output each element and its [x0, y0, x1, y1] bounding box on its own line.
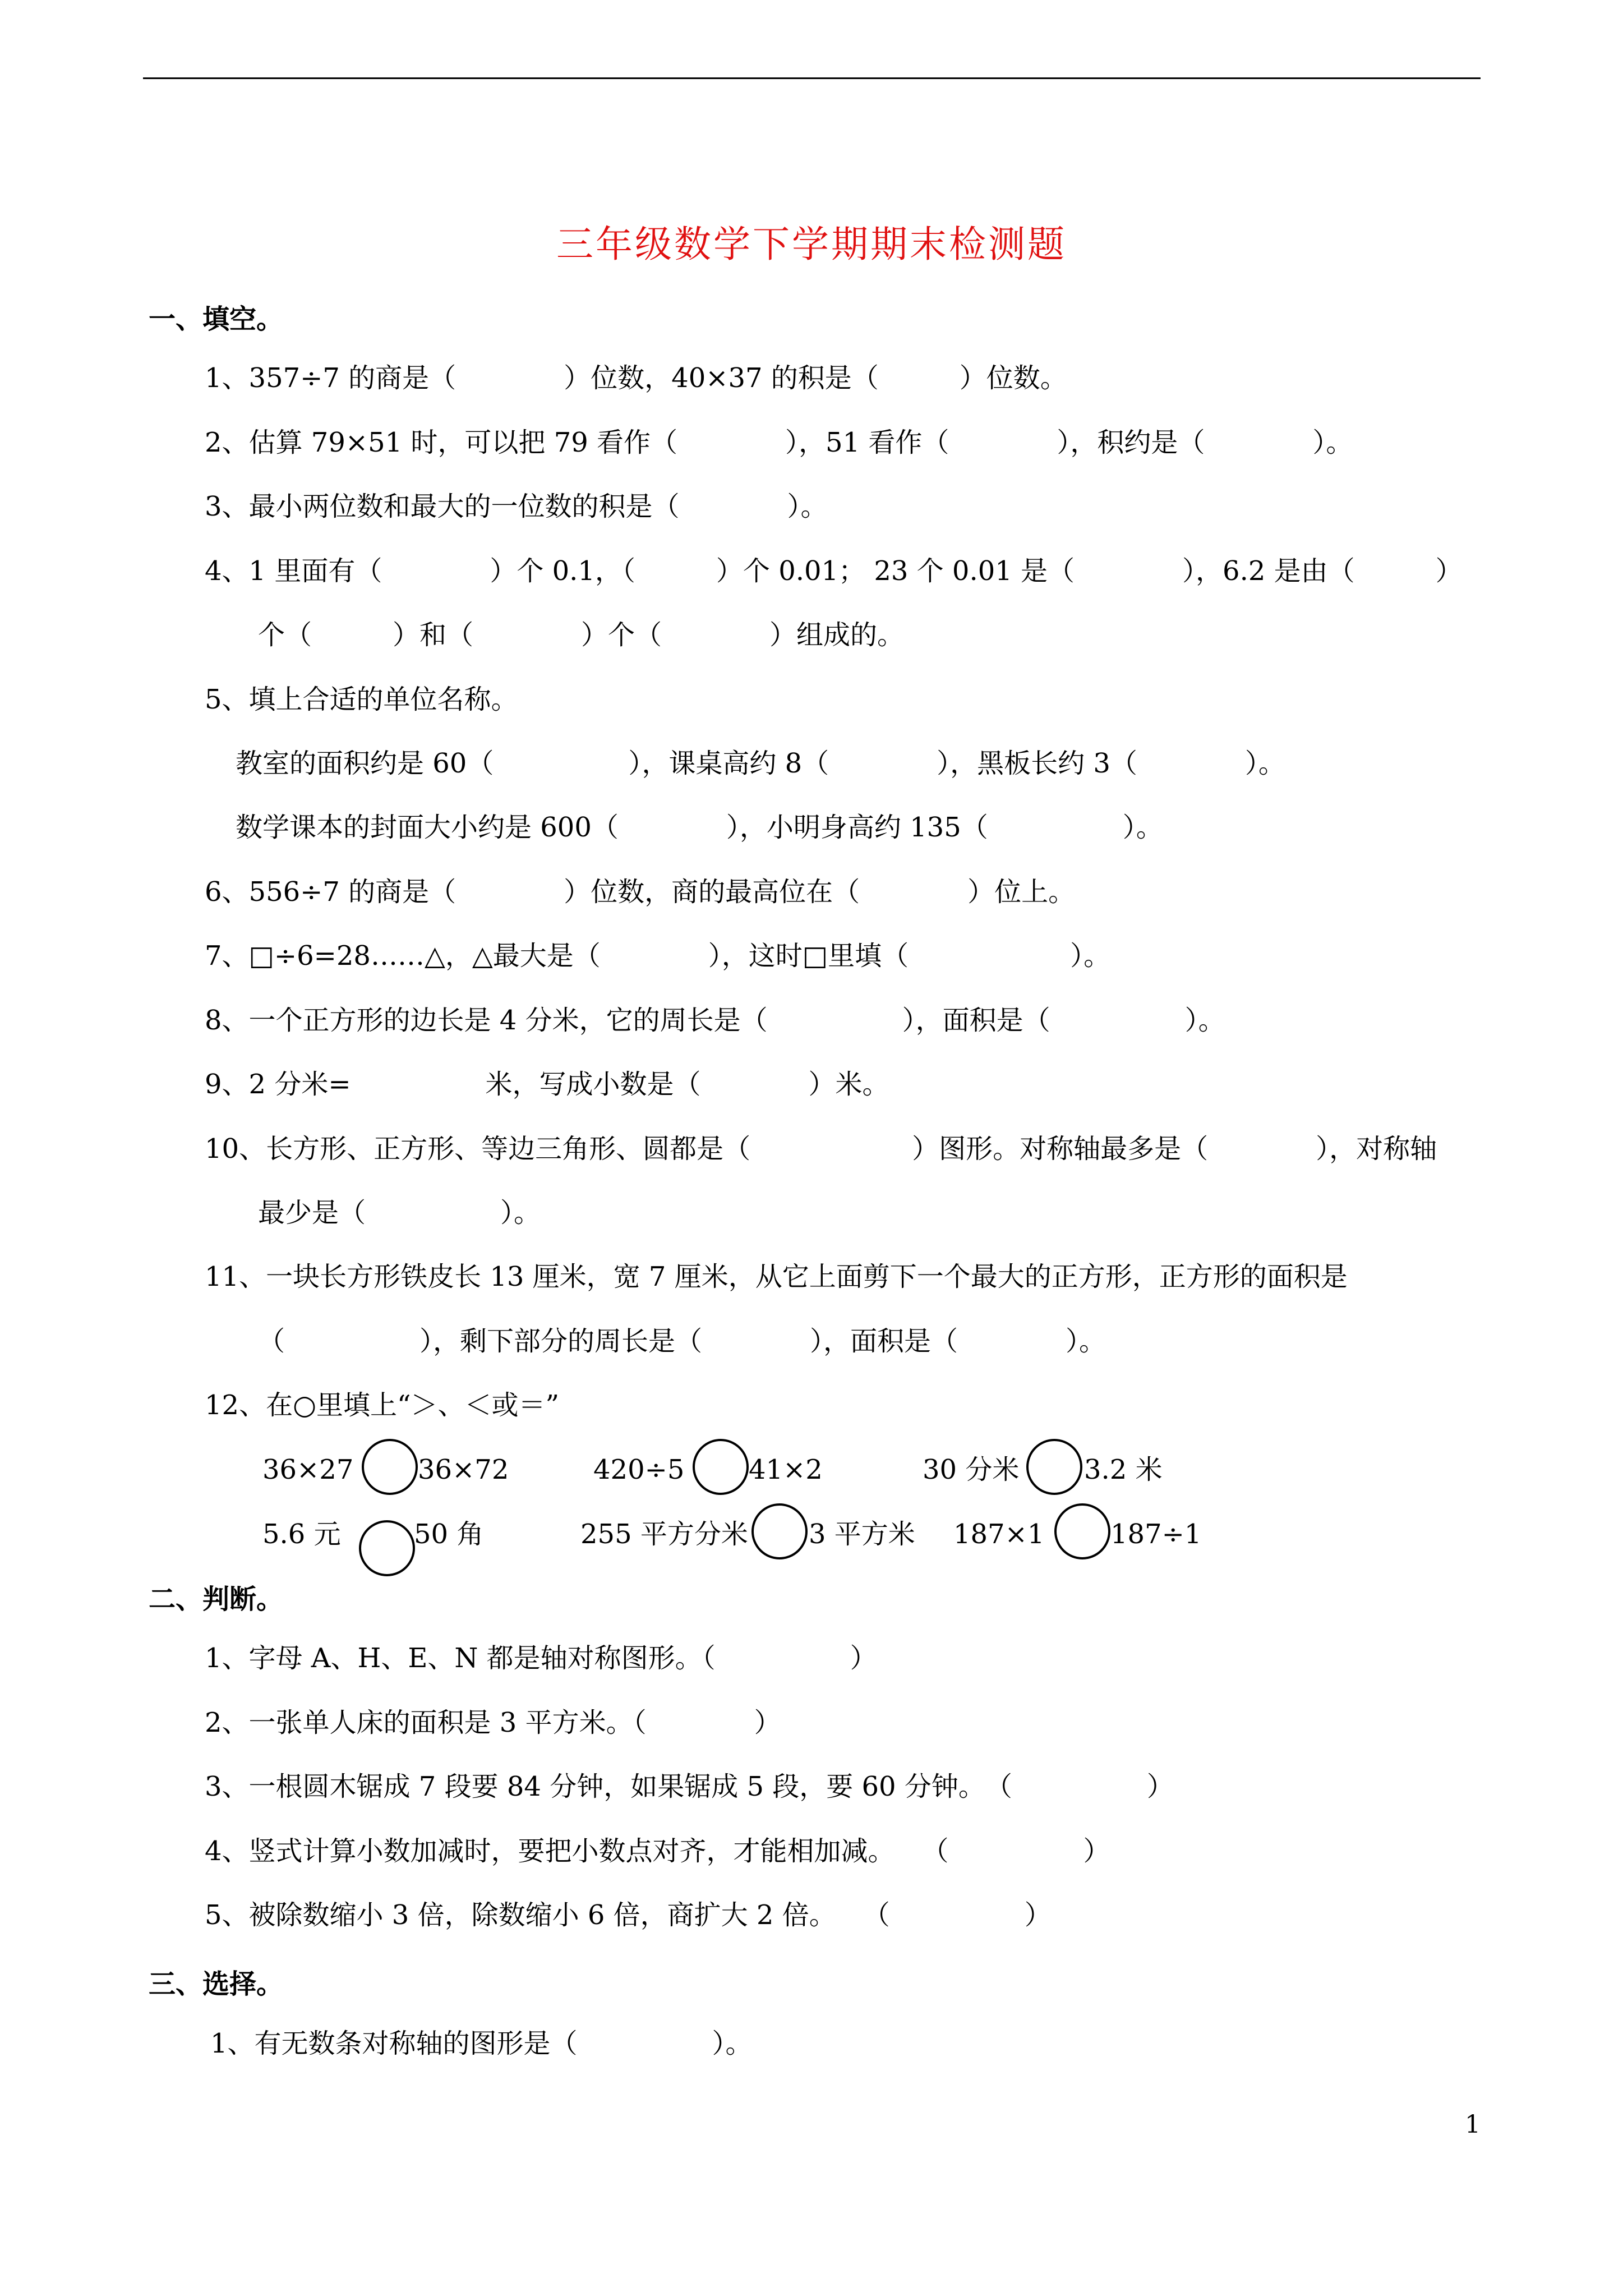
question-line: 11、一块长方形铁皮长 13 厘米，宽 7 厘米，从它上面剪下一个最大的正方形，正方形的面积是 [205, 1261, 1348, 1292]
compare-circle[interactable] [693, 1439, 749, 1495]
compare-expr: 36×27 [262, 1454, 354, 1485]
section-heading-true-false: 二、判断。 [149, 1584, 284, 1615]
question-line: 7、□÷6=28……△，△最大是（ ），这时□里填（ ）。 [205, 940, 1111, 972]
question-line: 8、一个正方形的边长是 4 分米，它的周长是（ ），面积是（ ）。 [205, 1005, 1225, 1036]
compare-circle[interactable] [359, 1520, 415, 1576]
question-line: 数学课本的封面大小约是 600（ ），小明身高约 135（ ）。 [236, 812, 1163, 843]
compare-expr: 420÷5 [593, 1454, 685, 1485]
question-line: （ ），剩下部分的周长是（ ），面积是（ ）。 [258, 1326, 1106, 1357]
header-rule [143, 77, 1481, 79]
question-line: 5、被除数缩小 3 倍，除数缩小 6 倍，商扩大 2 倍。 （ ） [205, 1899, 1052, 1931]
section-heading-multiple-choice: 三、选择。 [149, 1968, 284, 2000]
question-line: 1、字母 A、H、E、N 都是轴对称图形。（ ） [205, 1642, 877, 1674]
page-number: 1 [1465, 2110, 1481, 2139]
question-line: 4、竖式计算小数加减时，要把小数点对齐，才能相加减。 （ ） [205, 1835, 1110, 1867]
compare-expr: 36×72 [418, 1454, 509, 1485]
compare-expr: 30 分米 [923, 1454, 1020, 1485]
compare-expr: 5.6 元 [262, 1519, 341, 1550]
compare-circle[interactable] [751, 1503, 808, 1559]
compare-circle[interactable] [1054, 1503, 1110, 1559]
question-line: 9、2 分米= 米，写成小数是（ ）米。 [205, 1069, 889, 1100]
compare-expr: 3.2 米 [1084, 1454, 1163, 1485]
compare-circle[interactable] [362, 1439, 418, 1495]
section-heading-fill-in: 一、填空。 [149, 303, 284, 335]
question-line: 2、一张单人床的面积是 3 平方米。（ ） [205, 1707, 781, 1738]
compare-expr: 50 角 [414, 1519, 484, 1550]
question-line: 教室的面积约是 60（ ），课桌高约 8（ ），黑板长约 3（ ）。 [236, 748, 1285, 779]
question-line: 2、估算 79×51 时，可以把 79 看作（ ），51 看作（ ），积约是（ ）。 [205, 427, 1353, 458]
question-line: 6、556÷7 的商是（ ）位数，商的最高位在（ ）位上。 [205, 876, 1076, 908]
question-line: 5、填上合适的单位名称。 [205, 684, 518, 715]
compare-expr: 187×1 [953, 1519, 1045, 1550]
page-title: 三年级数学下学期期末检测题 [556, 223, 1067, 266]
compare-expr: 41×2 [749, 1454, 823, 1485]
question-line: 3、最小两位数和最大的一位数的积是（ ）。 [205, 491, 828, 522]
question-line: 10、长方形、正方形、等边三角形、圆都是（ ）图形。对称轴最多是（ ），对称轴 [205, 1133, 1437, 1165]
compare-circle[interactable] [1026, 1439, 1082, 1495]
question-line: 最少是（ ）。 [258, 1197, 541, 1228]
compare-expr: 255 平方分米 [580, 1519, 748, 1550]
question-line: 3、一根圆木锯成 7 段要 84 分钟，如果锯成 5 段，要 60 分钟。 （ ） [205, 1771, 1174, 1802]
question-line: 1、有无数条对称轴的图形是（ ）。 [210, 2028, 753, 2059]
question-line: 个（ ）和（ ）个（ ）组成的。 [258, 619, 905, 651]
question-line: 1、357÷7 的商是（ ）位数，40×37 的积是（ ）位数。 [205, 362, 1067, 394]
compare-expr: 187÷1 [1110, 1519, 1202, 1550]
compare-expr: 3 平方米 [809, 1519, 915, 1550]
question-line: 4、1 里面有（ ）个 0.1，（ ）个 0.01； 23 个 0.01 是（ ），6.2 是由（ ） [205, 555, 1463, 587]
question-line: 12、在○里填上“＞、＜或＝” [205, 1389, 560, 1421]
